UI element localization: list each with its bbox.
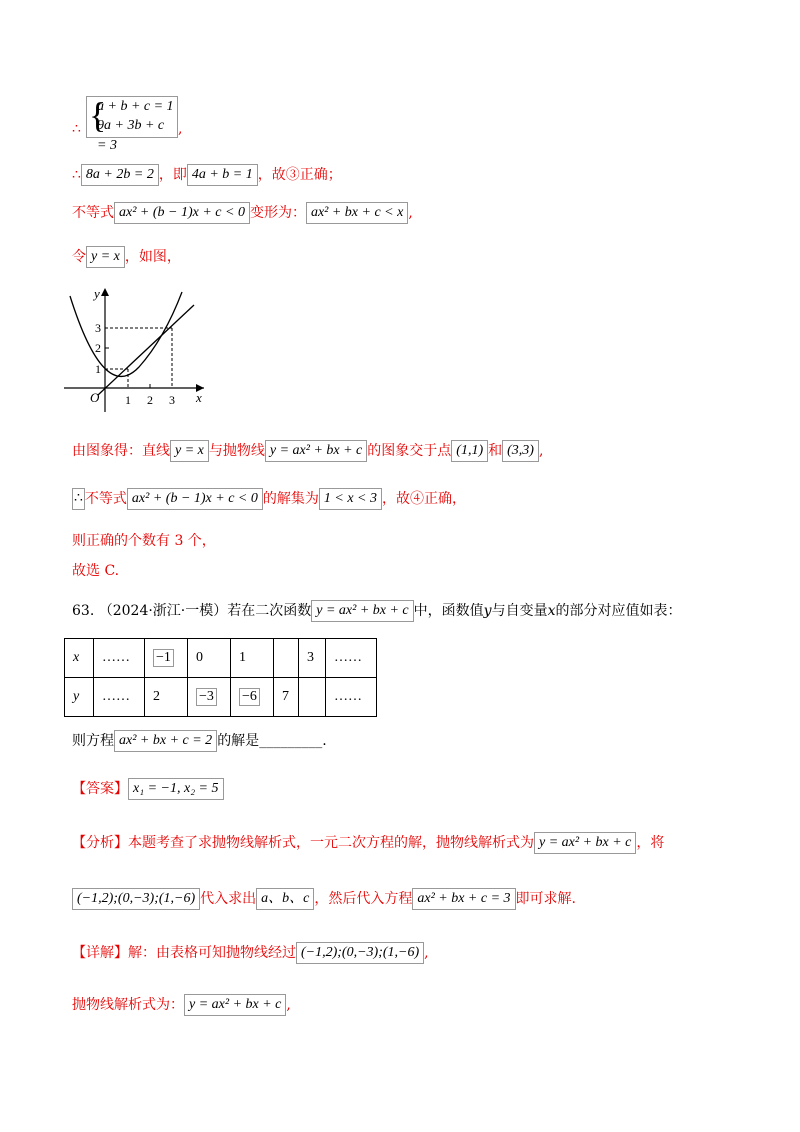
- equation: y = ax² + bx + c: [184, 994, 286, 1016]
- point: (3,3): [502, 440, 539, 462]
- equation: x₁ = −1, x₂ = 5: [128, 778, 224, 800]
- derivation-line: 由图象得：直线 y = x 与抛物线 y = ax² + bx + c 的图象交于点 (1,1) 和 (3,3) ,: [72, 440, 543, 462]
- value-table: [64, 638, 377, 717]
- equation-row: 9a + 3b + c = 3: [97, 118, 165, 153]
- equation: ax² + (b − 1)x + c < 0: [127, 488, 263, 510]
- derivation-line: 令 y = x ，如图，: [72, 246, 181, 268]
- equation: y = ax² + bx + c: [534, 832, 636, 854]
- conclusion-line: 故选 C.: [72, 563, 120, 579]
- conclusion-line: 则正确的个数有 3 个，: [72, 533, 216, 549]
- y-axis-arrow: [101, 288, 109, 296]
- origin-label: O: [90, 390, 100, 405]
- equation: ax² + bx + c = 3: [412, 888, 515, 910]
- table-row: y …… 2 −3 −6 7 ……: [65, 678, 377, 717]
- x-tick-label: 2: [147, 393, 153, 407]
- y-tick-label: 2: [95, 341, 101, 355]
- equation-system: { a + b + c = 1 9a + 3b + c = 3: [86, 96, 178, 138]
- analysis-line: 【分析】本题考查了求抛物线解析式，一元二次方程的解，抛物线解析式为 y = ax² + bx + c ，将: [72, 832, 664, 854]
- derivation-line: ∴ 不等式 ax² + (b − 1)x + c < 0 的解集为 1 < x < 3 ，故④正确，: [72, 488, 466, 510]
- line-y-equals-x: [98, 305, 194, 395]
- point: (1,1): [451, 440, 488, 462]
- x-axis-label: x: [196, 390, 202, 405]
- x-tick-label: 3: [169, 393, 175, 407]
- analysis-line: (−1,2);(0,−3);(1,−6) 代入求出 a、b、c ，然后代入方程 ax² + bx + c = 3 即可求解.: [72, 888, 576, 910]
- equation: 1 < x < 3: [319, 488, 382, 510]
- equation-row: a + b + c = 1: [97, 99, 174, 114]
- detail-line: 抛物线解析式为： y = ax² + bx + c ,: [72, 994, 291, 1016]
- equation: 8a + 2b = 2: [81, 164, 159, 186]
- coefficients: a、b、c: [256, 888, 314, 910]
- x-tick-label: 1: [125, 393, 131, 407]
- punctuation: ,: [178, 121, 183, 137]
- equation: y = x: [86, 246, 125, 268]
- therefore-symbol: ∴: [72, 121, 81, 137]
- detail-line: 【详解】解：由表格可知抛物线经过 (−1,2);(0,−3);(1,−6) ,: [72, 942, 429, 964]
- table-row: x …… −1 0 1 3 ……: [65, 639, 377, 678]
- parabola-line-graph: [64, 284, 224, 414]
- equation: ax² + bx + c < x: [306, 202, 408, 224]
- derivation-line: ∴ 8a + 2b = 2 ，即 4a + b = 1 ，故③正确；: [72, 164, 342, 186]
- y-axis-label: y: [94, 286, 100, 301]
- equation: ax² + bx + c = 2: [114, 730, 217, 752]
- equation: y = ax² + bx + c: [265, 440, 367, 462]
- question-prompt: 则方程 ax² + bx + c = 2 的解是_________.: [72, 730, 327, 752]
- derivation-line: 不等式 ax² + (b − 1)x + c < 0 变形为： ax² + bx + c < x ,: [72, 202, 413, 224]
- equation: y = ax² + bx + c: [311, 600, 413, 622]
- equation: y = x: [170, 440, 209, 462]
- y-tick-label: 1: [95, 362, 101, 376]
- equation: 4a + b = 1: [187, 164, 258, 186]
- parabola-curve: [70, 292, 182, 376]
- answer-line: 【答案】 x₁ = −1, x₂ = 5: [72, 778, 224, 800]
- points: (−1,2);(0,−3);(1,−6): [296, 942, 424, 964]
- equation: ax² + (b − 1)x + c < 0: [114, 202, 250, 224]
- points: (−1,2);(0,−3);(1,−6): [72, 888, 200, 910]
- question-63: 63. （2024·浙江·一模）若在二次函数 y = ax² + bx + c 中，函数值y与自变量x的部分对应值如表：: [72, 600, 681, 622]
- y-tick-label: 3: [95, 321, 101, 335]
